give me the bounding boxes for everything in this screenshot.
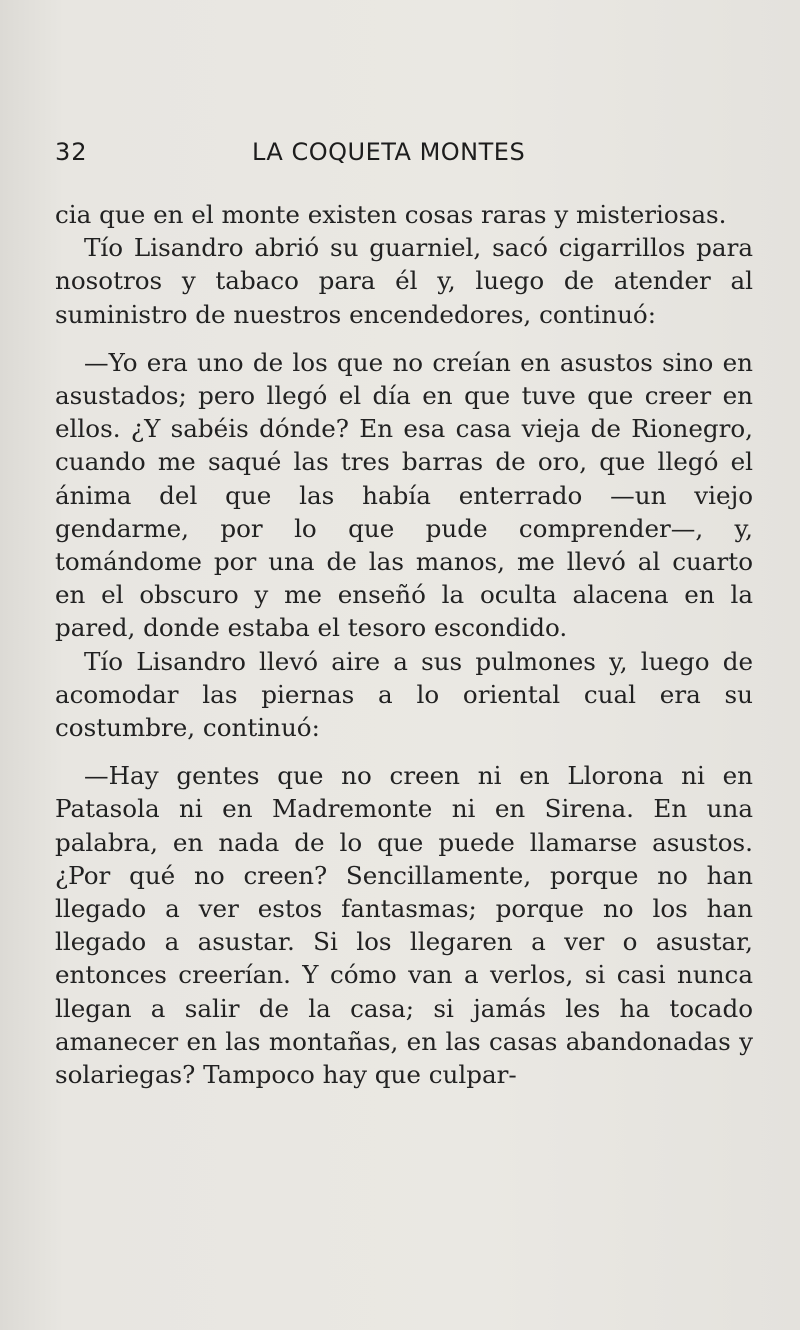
paragraph: Tío Lisandro llevó aire a sus pulmones y, luego de acomodar las piernas a lo oriental cual era su costumbre, continuó: [55, 646, 753, 743]
page-number: 32 [55, 138, 88, 166]
paragraph: Tío Lisandro abrió su guarniel, sacó cigarrillos para nosotros y tabaco para él y, luego de atender al suministro de nuestros encendedores, continuó: [55, 233, 753, 329]
running-title: LA COQUETA MONTES [252, 138, 526, 166]
page-header [55, 138, 755, 178]
paragraph-dialogue: —Yo era uno de los que no creían en asustos sino en asustados; pero llegó el día en que tuve que creer en ellos. ¿Y sabéis dónde? En esa casa vieja de Rionegro, cuando me saqué las tres barras de oro, que llegó el ánima del que las había enterrado —un viejo gendarme, por lo que pude comprender—, y, tomándome por una de las manos, me llevó al cuarto en el obscuro y me enseñó la oculta alacena en la pared, donde estaba el tesoro escondido. [55, 347, 753, 643]
body-text [55, 198, 753, 1091]
paragraph-continuation: cia que en el monte existen cosas raras y misteriosas. [55, 200, 727, 229]
paragraph-dialogue: —Hay gentes que no creen ni en Llorona ni en Patasola ni en Madremonte ni en Sirena. En una palabra, en nada de lo que puede llamarse asustos. ¿Por qué no creen? Sencillamente, porque no han llegado a ver estos fantasmas; porque no los han llegado a asustar. Si los llegaren a ver o asustar, entonces creerían. Y cómo van a verlos, si casi nunca llegan a salir de la casa; si jamás les ha tocado amanecer en las montañas, en las casas abandonadas y solariegas? Tampoco hay que culpar- [55, 761, 753, 1090]
